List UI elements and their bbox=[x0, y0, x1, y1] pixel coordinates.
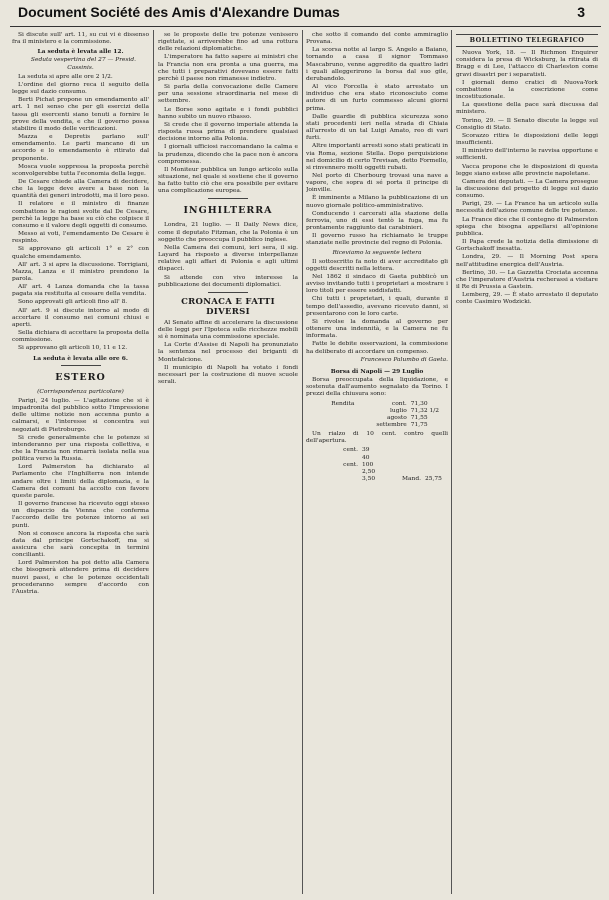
paragraph: Si approvano gli articoli 10, 11 e 12. bbox=[18, 345, 128, 352]
cent-row bbox=[306, 462, 448, 469]
rendita-value: 71,30 bbox=[410, 400, 428, 407]
paragraph: Berlino, 30. — La Gazzetta Crociata accenna che l'imperatore d'Austria recherassi a visitare il Re di Prussia a Gastein. bbox=[456, 269, 598, 290]
paragraph: L'ordine del giorno reca il seguito della legge sul dazio consumo. bbox=[12, 81, 149, 96]
rendita-period: agosto bbox=[387, 414, 407, 421]
paragraph: Torino, 29. — Il Senato discute la legge sul Consiglio di Stato. bbox=[456, 117, 598, 131]
column-4 bbox=[456, 32, 598, 892]
paragraph: Londra, 21 luglio. — Il Daily News dice, come il deputato Fitzman, che la Polonia è un soggetto che preoccupa il pubblico inglese. bbox=[158, 222, 298, 243]
rendita-period: settembre bbox=[376, 421, 407, 428]
cent-value: 100 bbox=[362, 461, 374, 468]
rendita-row bbox=[306, 415, 448, 422]
paragraph: I giornali demo cratici di Nuova-York combattono la coscrizione come incostituzionale. bbox=[456, 79, 598, 101]
header-rule bbox=[10, 26, 601, 27]
cent-label bbox=[306, 455, 362, 462]
paragraph: Le Borse sono agitate e i fondi pubblici hanno subito un nuovo ribasso. bbox=[158, 106, 298, 120]
rendita-value: 71,32 1/2 bbox=[410, 407, 439, 414]
column-divider bbox=[153, 30, 154, 894]
section-rule bbox=[208, 292, 248, 293]
paragraph: Si crede che il governo imperiale attenda la risposta russa prima di prendere qualsiasi decisione intorno alla Polonia. bbox=[158, 121, 298, 143]
paragraph: La seduta è levata alle 12. bbox=[37, 48, 124, 56]
paragraph: Nel 1862 il sindaco di Gaeta pubblicò un avviso invitando tutti i proprietari a mostrare i loro titoli per essere soddisfatti. bbox=[306, 274, 448, 295]
paragraph: Dalle guardie di pubblica sicurezza sono stati procedenti ieri nella strada di Chiaia all'arresto di un tal Luigi Amato, reo di vari furti. bbox=[306, 113, 448, 142]
paragraph: Camera dei deputati. — La Camera prosegue la discussione del progetto di legge sul dazio consumo. bbox=[456, 178, 598, 200]
paragraph: Al Senato affine di accelerare la discussione delle leggi per l'Ipoteca sulle ricchezze mobili si è nominata una commissione speciale. bbox=[158, 319, 298, 341]
paragraph: Nuova York, 18. — Il Richmon Enquirer considera la presa di Wicksburg, la ritirata di Bragg e di Lee, l'attacco di Charleston come gravi disastri per i separatisti. bbox=[456, 50, 598, 78]
rendita-period: cont. bbox=[391, 400, 407, 407]
paragraph: Scorazzo ritira le disposizioni delle leggi insufficienti. bbox=[456, 132, 598, 147]
paragraph: Il municipio di Napoli ha votato i fondi necessari per la costruzione di nuove scuole serali. bbox=[158, 364, 298, 386]
paragraph: All' art. 4 Lanza domanda che la tassa pagata sia restituita al cessare della vendita. bbox=[12, 284, 149, 298]
paragraph: Il relatore e il ministro di finanze combattono le ragioni svolte dal De Cesare, perchè la legge ha base su ciò che colpisce il consumo e il valore degli oggetti di consumo. bbox=[12, 201, 149, 229]
cent-label bbox=[306, 469, 362, 476]
paragraph: È imminente a Milano la pubblicazione di un nuovo giornale politico-amministrativo. bbox=[306, 195, 448, 209]
paragraph: Non si conosce ancora la risposta che sarà data dal principe Gortschakoff, ma si assicura che sarà concepita in termini concilianti. bbox=[12, 530, 149, 559]
page-header bbox=[0, 0, 609, 24]
borsa-heading: Borsa di Napoli — 29 Luglio bbox=[330, 367, 424, 375]
paragraph: Nella Camera dei comuni, ieri sera, il sig. Layard ha risposto a diverse interpellanze relative agli affari di Polonia e agli ultimi dispacci. bbox=[158, 244, 298, 273]
cent-label: cent. bbox=[343, 461, 358, 468]
paragraph: L'imperatore ha fatto sapere ai ministri che la Francia non era pronta a una guerra, ma che tutti i preparativi dovevano essere fatti perchè il paese non rimanesse indietro. bbox=[158, 54, 298, 82]
paragraph: se le proposte delle tre potenze venissero rigettate, si arriverebbe fino ad una rottura delle relazioni diplomatiche. bbox=[158, 32, 298, 53]
paragraph: Si crede generalmente che le potenze si intenderanno per una risposta collettiva, e che la Francia non rimarrà isolata nella sua politica verso la Russia. bbox=[12, 434, 149, 463]
rendita-label: Rendita bbox=[331, 400, 355, 407]
column-1 bbox=[12, 32, 149, 892]
paragraph: Vacca propone che le disposizioni di questa legge siano estese alle provincie napoletane. bbox=[456, 163, 598, 177]
paragraph: Il ministro dell'interno le ravvisa opportune e sufficienti. bbox=[456, 148, 598, 162]
paragraph: Un rialzo di 10 cent. contro quelli dell'apertura. bbox=[306, 431, 448, 445]
paragraph: I giornali ufficiosi raccomandano la calma e la prudenza, dicendo che la pace non è ancora compromessa. bbox=[158, 144, 298, 165]
paragraph: Parigi, 29. — La France ha un articolo sulla necessità dell'azione comune delle tre potenze. bbox=[456, 201, 598, 215]
paragraph: Messo ai voti, l'emendamento De Cesare è respinto. bbox=[12, 231, 149, 245]
paragraph: Fatte le debite osservazioni, la commissione ha deliberato di accordare un compenso. bbox=[306, 341, 448, 355]
rendita-row bbox=[306, 408, 448, 415]
paragraph: Lord Palmerston ha poi detto alla Camera che bisognerà attendere prima di decidere nuovi passi, e che le potenze occidentali procederanno sempre d'accordo con l'Austria. bbox=[12, 560, 149, 595]
rendita-value: 71,75 bbox=[410, 421, 428, 428]
paragraph: All' art. 9 si discute intorno al modo di accertare il consumo nei comuni chiusi e aperti. bbox=[12, 307, 149, 328]
paragraph: Chi tutti i proprietari, i quali, durante il tempo dell'assedio, avevano ricevuto danni, si presentarono con le loro carte. bbox=[306, 296, 448, 317]
cent-value: 39 bbox=[362, 447, 370, 454]
rendita-row bbox=[306, 422, 448, 429]
paragraph: De Cesare chiede alla Camera di decidere, che la legge deve avere a base non la quantità dei generi introdotti, ma il loro peso. bbox=[12, 178, 149, 200]
paragraph: Lemberg, 29. — È stato arrestato il deputato conte Casimiro Wodzicki. bbox=[456, 292, 598, 306]
paragraph: Il Papa crede la notizia della dimissione di Gortschakoff inesatta. bbox=[456, 239, 598, 253]
paragraph: Mazza e Depretis parlano sull' emendamento. Le parti mancano di un accordo e lo emendamento è ritirato dal proponente. bbox=[12, 134, 149, 162]
paragraph: Il governo russo ha richiamato le truppe stanziate nelle provincie del regno di Polonia. bbox=[306, 233, 448, 247]
bulletin-heading: BOLLETTINO TELEGRAFICO bbox=[456, 34, 598, 47]
paragraph: Si attende con vivo interesse la pubblicazione dei documenti diplomatici. bbox=[158, 274, 298, 288]
paragraph: che sotto il comando del conte ammiraglio Provana. bbox=[306, 32, 448, 46]
rendita-row bbox=[306, 401, 448, 408]
cent-row bbox=[306, 469, 448, 476]
headline-cronaca: CRONACA E FATTI DIVERSI bbox=[181, 296, 275, 317]
rendita-value: 71,55 bbox=[410, 414, 428, 421]
paragraph: Londra, 29. — Il Morning Post spera nell'attitudine energica dell'Austria. bbox=[456, 254, 598, 268]
cent-label bbox=[306, 476, 362, 483]
cent-value: 40 bbox=[362, 454, 370, 461]
paragraph: Si approvano gli articoli 1° e 2° con qualche emendamento. bbox=[12, 246, 149, 260]
paragraph: Il Moniteur pubblica un lungo articolo sulla situazione, nel quale si sostiene che il governo ha fatto tutto ciò che era possibile per evitare una complicazione europea. bbox=[158, 166, 298, 195]
column-divider bbox=[302, 30, 303, 894]
column-divider bbox=[451, 30, 452, 894]
paragraph: Berti Pichat propone un emendamento all' art. 1 nel senso che per gli esercizi della tassa gli esercenti siano tenuti a fornire le prove della vendita, e che il governo possa stabilire il modo delle verificazioni. bbox=[12, 97, 149, 132]
section-rule bbox=[208, 198, 248, 199]
watermark-title: Document Société des Amis d'Alexandre Dumas bbox=[18, 4, 340, 20]
paragraph: Parigi, 24 luglio. — L'agitazione che si è impadronita del pubblico sotto l'impressione delle ultime notizie non accenna punto a calmarsi, e l'interesse si concentra sui negoziati di Pietroburgo. bbox=[12, 397, 149, 433]
rendita-table bbox=[306, 401, 448, 430]
mand-label: Mand. bbox=[402, 476, 421, 483]
column-2 bbox=[158, 32, 298, 892]
paragraph: Lord Palmerston ha dichiarato al Parlamento che l'Inghilterra non intende andare oltre i limiti della diplomazia, e la Camera dei comuni ha accolto con favore queste parole. bbox=[12, 464, 149, 499]
paragraph: La scorsa notte al largo S. Angelo a Baiano, tornando a casa il signor Tommaso Mascabruno, venne aggredito da quattro ladri i quali alleggerirono la borsa dal suo gile, derubandolo. bbox=[306, 47, 448, 82]
section-title-inghilterra: INGHILTERRA bbox=[183, 205, 273, 217]
paragraph: La Corte d'Assise di Napoli ha pronunziato la sentenza nel processo dei briganti di Montefalcione. bbox=[158, 342, 298, 363]
section-subtitle: (Corrispondenza particolare) bbox=[37, 388, 124, 395]
paragraph: Sono approvati gli articoli fino all' 8. bbox=[18, 299, 128, 306]
mand-value: 25,75 bbox=[424, 476, 442, 483]
letter-heading: Riceviamo la seguente lettera bbox=[332, 249, 422, 256]
paragraph: Conducendo i carcerati alla stazione della ferrovia, uno di essi tentò la fuga, ma fu prontamente raggiunto dai carabinieri. bbox=[306, 210, 448, 232]
paragraph: All' art. 3 si apre la discussione. Torrigiani, Mazza, Lanza e il ministro prendono la parola. bbox=[12, 261, 149, 282]
section-title-estero: ESTERO bbox=[55, 371, 106, 383]
paragraph: La seduta è levata alle ore 6. bbox=[33, 354, 128, 362]
paragraph: Al vico Forcella è stato arrestato un individuo che era stato riconosciuto come autore di un furto commesso alcuni giorni prima. bbox=[306, 84, 448, 112]
paragraph: Si rivolse la domanda al governo per ottenere una indennità, e la Camera ne fu informata. bbox=[306, 318, 448, 340]
paragraph: Sella dichiara di accettare la proposta della commissione. bbox=[12, 330, 149, 344]
paragraph: Si parla della convocazione delle Camere per una sessione straordinaria nel mese di settembre. bbox=[158, 84, 298, 105]
session-heading: Seduta vespertina del 27 — Presid. Cassinis. bbox=[30, 57, 137, 71]
section-rule bbox=[61, 365, 101, 366]
cent-row bbox=[306, 476, 448, 483]
page-number: 3 bbox=[577, 4, 585, 20]
cent-label: cent. bbox=[343, 447, 358, 454]
paragraph: Nel porto di Cherbourg trovasi una nave a vapore, che sopra di sé porta il principe di Joinville. bbox=[306, 172, 448, 194]
cent-value: 3,50 bbox=[362, 476, 376, 483]
cent-row bbox=[306, 455, 448, 462]
paragraph: Altre importanti arresti sono stati praticati in via Roma, sezione Stella. Dopo perquisizione nel domicilio di certo Trevisan, detto Formello, si rinvennero molti oggetti rubati. bbox=[306, 143, 448, 171]
cent-value: 2,50 bbox=[362, 468, 376, 475]
paragraph: La seduta si apre alle ore 2 1/2. bbox=[18, 73, 113, 80]
rendita-period: luglio bbox=[390, 407, 407, 414]
cent-row bbox=[306, 447, 448, 454]
paragraph: La questione della pace sarà discussa dal ministero. bbox=[456, 102, 598, 116]
cent-table bbox=[306, 447, 448, 483]
paragraph: Il governo francese ha ricevuto oggi stesso un dispaccio da Vienna che conferma l'accordo delle tre potenze intorno ai sei punti. bbox=[12, 501, 149, 529]
paragraph: La France dice che il contegno di Palmerston spiega che bisogna appellarsi all'opinione pubblica. bbox=[456, 216, 598, 237]
paragraph: Si discute sull' art. 11, su cui vi è dissenso fra il ministero e la commissione. bbox=[12, 32, 149, 46]
paragraph: Mosca vuole soppressa la proposta perchè sconvolgerebbe tutta l'economia della legge. bbox=[12, 163, 149, 177]
column-3 bbox=[306, 32, 448, 892]
paragraph: Il sottoscritto fa noto di aver accreditato gli oggetti descritti nella lettera. bbox=[306, 258, 448, 272]
paragraph: Borsa preoccupata della liquidazione, e sostenuta dall'aumento segnalato da Torino. I prezzi della chiusura sono: bbox=[306, 377, 448, 398]
letter-signature: Francesco Palumbo di Gaeta. bbox=[360, 356, 448, 363]
